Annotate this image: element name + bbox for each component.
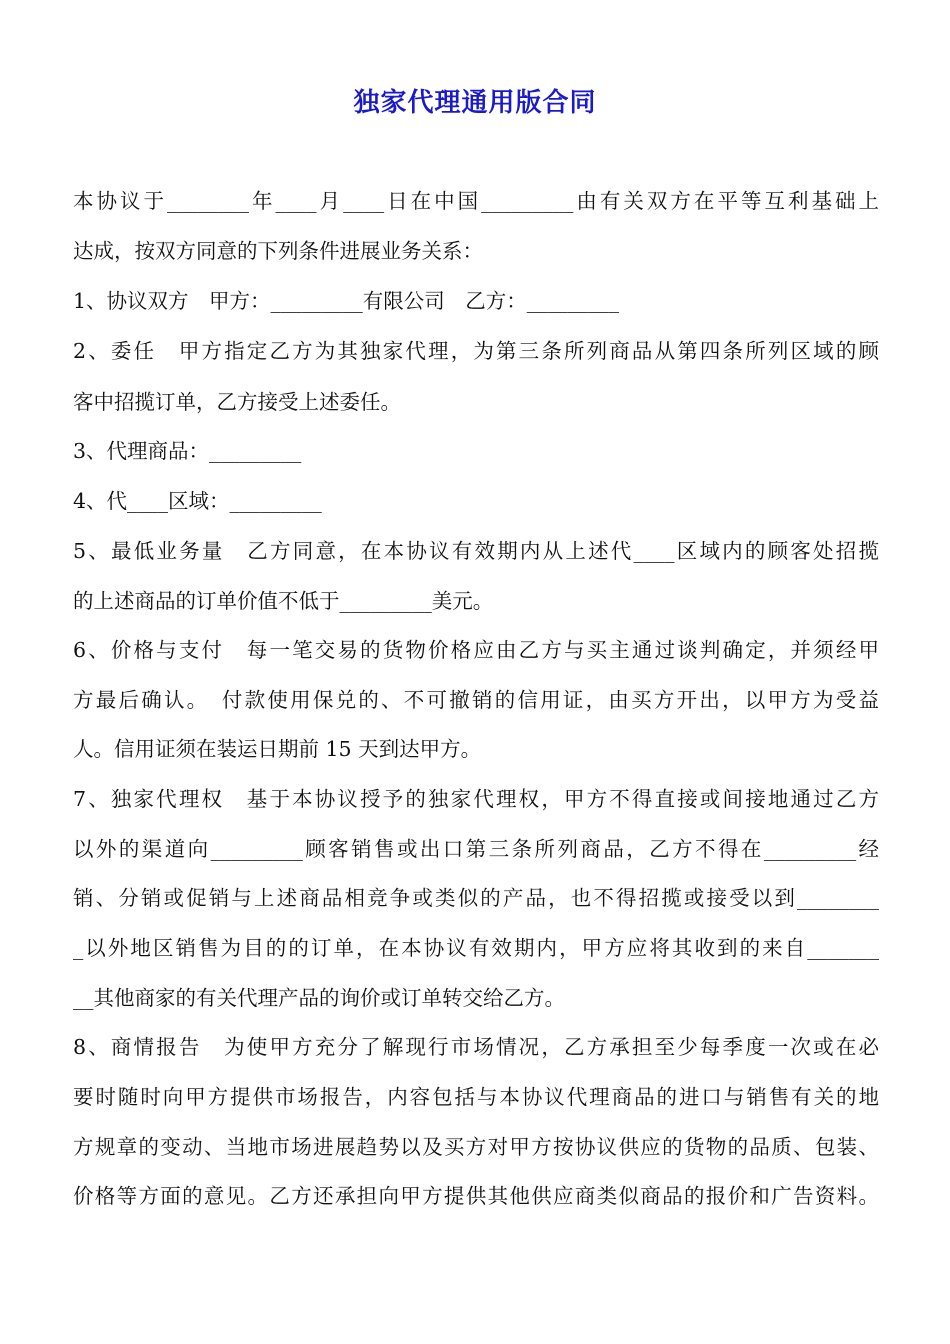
document-title: 独家代理通用版合同 bbox=[353, 88, 597, 118]
paragraph-line: 价格等方面的意见。乙方还承担向甲方提供其他供应商类似商品的报价和广告资料。 bbox=[73, 1184, 879, 1208]
paragraph-line: 销、分销或促销与上述商品相竞争或类似的产品，也不得招揽或接受以到________ bbox=[73, 886, 879, 910]
paragraph-line: 5、最低业务量 乙方同意，在本协议有效期内从上述代____区域内的顾客处招揽 bbox=[73, 539, 879, 563]
paragraph-line: 2、委任 甲方指定乙方为其独家代理，为第三条所列商品从第四条所列区域的顾 bbox=[73, 339, 879, 363]
paragraph-line: 以外的渠道向_________顾客销售或出口第三条所列商品，乙方不得在_________经 bbox=[73, 837, 879, 861]
paragraph-line: 1、协议双方 甲方：_________有限公司 乙方：_________ bbox=[73, 289, 620, 313]
paragraph-line: 人。信用证须在装运日期前 15 天到达甲方。 bbox=[73, 737, 482, 761]
paragraph-line: 要时随时向甲方提供市场报告，内容包括与本协议代理商品的进口与销售有关的地 bbox=[73, 1085, 879, 1109]
paragraph-line: 4、代____区域：_________ bbox=[73, 489, 322, 513]
paragraph-line: __其他商家的有关代理产品的询价或订单转交给乙方。 bbox=[73, 986, 565, 1010]
paragraph-line: 方规章的变动、当地市场进展趋势以及买方对甲方按协议供应的货物的品质、包装、 bbox=[73, 1135, 879, 1159]
paragraph-line: 的上述商品的订单价值不低于_________美元。 bbox=[73, 589, 494, 613]
paragraph-line: 7、独家代理权 基于本协议授予的独家代理权，甲方不得直接或间接地通过乙方 bbox=[73, 787, 879, 811]
paragraph-line: 客中招揽订单，乙方接受上述委任。 bbox=[73, 390, 401, 414]
paragraph-line: 达成，按双方同意的下列条件进展业务关系： bbox=[73, 239, 483, 263]
paragraph-line: 6、价格与支付 每一笔交易的货物价格应由乙方与买主通过谈判确定，并须经甲 bbox=[73, 638, 879, 662]
paragraph-line: 3、代理商品：_________ bbox=[73, 439, 302, 463]
paragraph-line: 8、商情报告 为使甲方充分了解现行市场情况，乙方承担至少每季度一次或在必 bbox=[73, 1035, 879, 1059]
paragraph-line: 本协议于________年____月____日在中国_________由有关双方在平等互利基础上 bbox=[73, 189, 879, 213]
paragraph-line: 方最后确认。 付款使用保兑的、不可撤销的信用证，由买方开出，以甲方为受益 bbox=[73, 688, 879, 712]
paragraph-line: _以外地区销售为目的的订单，在本协议有效期内，甲方应将其收到的来自_______ bbox=[73, 936, 879, 960]
